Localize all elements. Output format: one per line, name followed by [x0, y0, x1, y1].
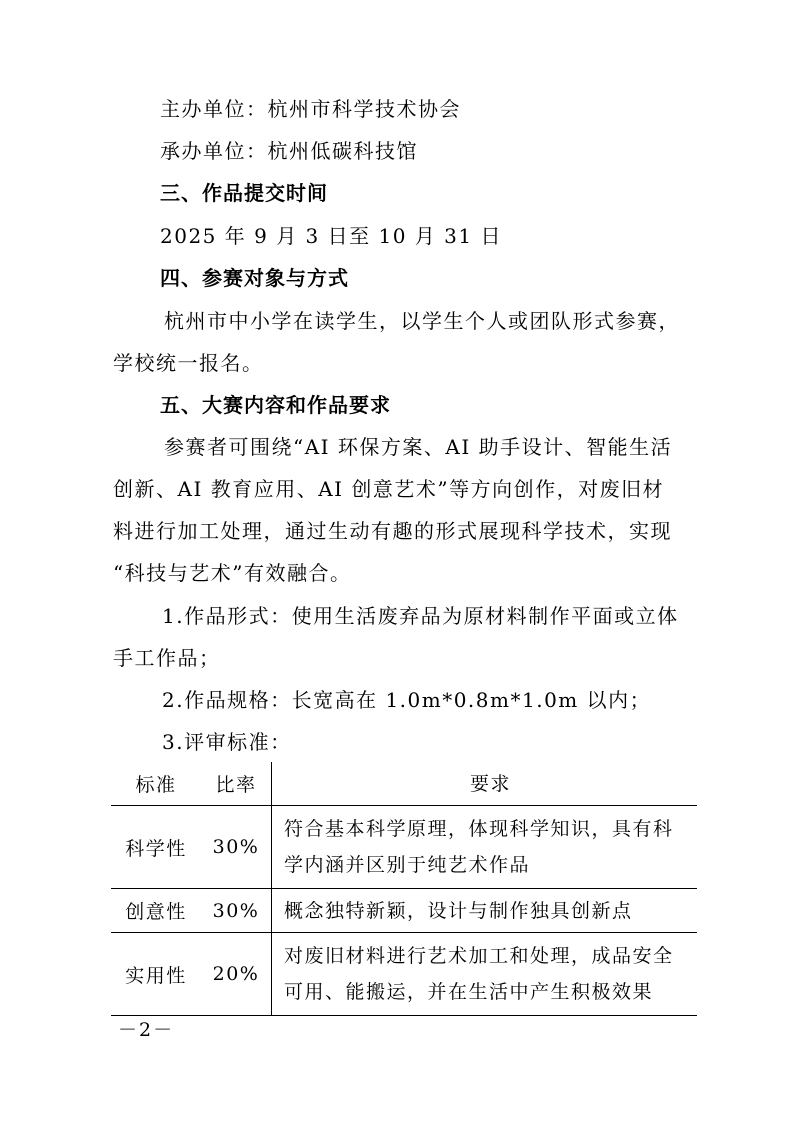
host-line: 承办单位：杭州低碳科技馆: [160, 139, 418, 163]
content-paragraph-line-1: 参赛者可围绕“AI 环保方案、AI 助手设计、智能生活: [164, 435, 673, 459]
ratio-cell: 30%: [201, 889, 272, 933]
requirement-line-1: 概念独特新颖，设计与制作独具创新点: [284, 899, 633, 922]
requirement-line-1: 对废旧材料进行艺术加工和处理，成品安全: [284, 945, 674, 967]
header-requirement: 要求: [272, 762, 698, 806]
header-standard: 标准: [135, 774, 177, 796]
section-heading-content: 五、大赛内容和作品要求: [160, 393, 391, 417]
ratio-cell: 20%: [201, 933, 272, 1016]
item-criteria-line: 3.评审标准：: [162, 730, 292, 754]
content-paragraph-line-3: 料进行加工处理，通过生动有趣的形式展现科学技术，实现: [113, 519, 672, 543]
standard-cell: 科学性: [111, 806, 201, 889]
item-form-line-2: 手工作品；: [113, 646, 221, 670]
content-paragraph-line-4: “科技与艺术”有效融合。: [113, 561, 352, 585]
participants-paragraph-line-1: 杭州市中小学在读学生，以学生个人或团队形式参赛，: [164, 309, 680, 333]
participants-paragraph-line-2: 学校统一报名。: [113, 351, 264, 375]
table-row: [111, 889, 697, 933]
requirement-cell: [272, 806, 698, 889]
table-row: [111, 806, 697, 889]
requirement-line-2: 可用、能搬运，并在生活中产生积极效果: [284, 981, 654, 1003]
table-header-row: [111, 762, 697, 806]
header-ratio: 比率: [215, 774, 257, 796]
organizer-line: 主办单位：杭州市科学技术协会: [160, 97, 461, 121]
section-heading-submission-time: 三、作品提交时间: [160, 181, 328, 205]
criteria-table: [111, 762, 697, 1016]
content-paragraph-line-2: 创新、AI 教育应用、AI 创意艺术”等方向创作，对废旧材: [113, 477, 665, 501]
section-heading-participants: 四、参赛对象与方式: [160, 266, 349, 290]
requirement-line-2: 学内涵并区别于纯艺术作品: [284, 854, 531, 876]
page-number: －2－: [118, 1019, 175, 1041]
requirement-cell: [272, 933, 698, 1016]
standard-cell: 实用性: [111, 933, 201, 1016]
submission-date-line: 2025 年 9 月 3 日至 10 月 31 日: [160, 224, 502, 248]
requirement-line-1: 符合基本科学原理，体现科学知识，具有科: [284, 818, 674, 840]
item-form-line-1: 1.作品形式：使用生活废弃品为原材料制作平面或立体: [162, 604, 679, 628]
ratio-cell: 30%: [201, 806, 272, 889]
item-spec-line: 2.作品规格：长宽高在 1.0m*0.8m*1.0m 以内；: [162, 688, 652, 712]
standard-cell: 创意性: [111, 889, 201, 933]
requirement-cell: [272, 889, 698, 933]
table-row: [111, 933, 697, 1016]
